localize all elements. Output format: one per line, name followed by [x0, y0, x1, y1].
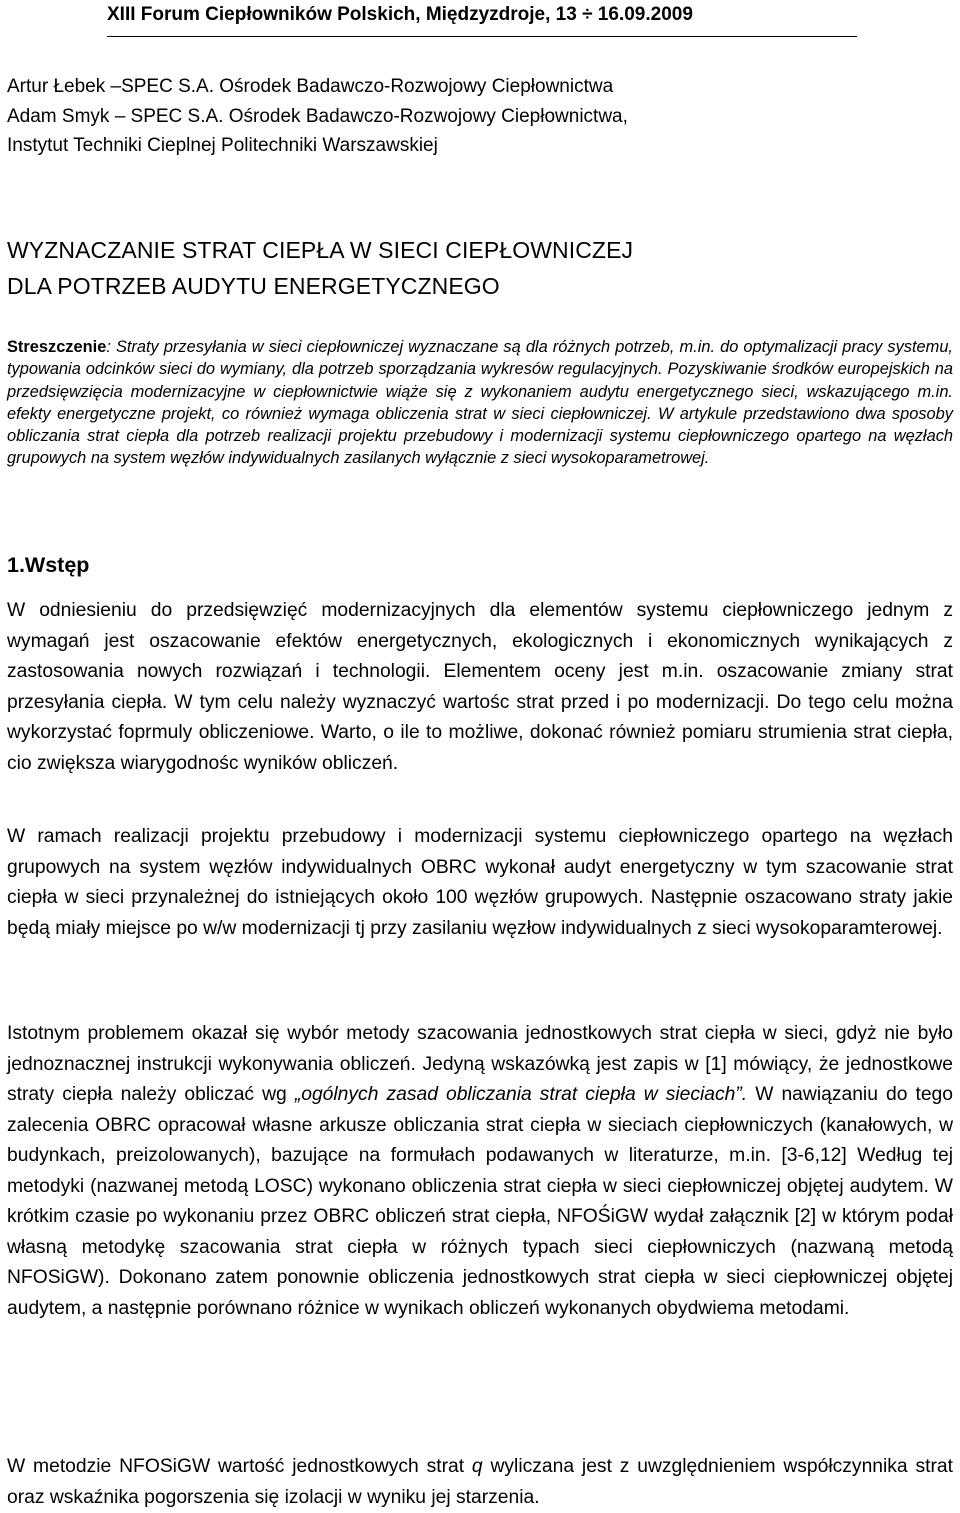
- paragraph-3: [7, 1019, 953, 1324]
- paragraph-3-part-a: Istotnym problemem okazał się wybór metody szacowania jednostkowych strat ciepła w sieci, gdyż nie było jednoznacznej instrukcji wykonywania obliczeń. Jedyną wskazówką jest zapis w [1] mówiący, że jednostkowe straty ciepła należy obliczać wg: [7, 1023, 953, 1105]
- abstract-label: Streszczenie: [7, 338, 107, 356]
- abstract-text: Straty przesyłania w sieci ciepłowniczej wyznaczane są dla różnych potrzeb, m.in. do optymalizacji pracy systemu, typowania odcinków sieci do wymiany, dla potrzeb sporządzania wykresów regulacyjnych. Pozyskiwanie środków europejskich na przedsięwzięcia modernizacyjne w ciepłownictwie wiąże się z wykonaniem audytu energetycznego sieci, wskazującego m.in. efekty energetyczne projekt, co również wymaga obliczenia strat w sieci ciepłowniczej. W artykule przedstawiono dwa sposoby obliczania strat ciepła dla potrzeb realizacji projektu przebudowy i modernizacji systemu ciepłowniczego opartego na węzłach grupowych na system węzłów indywidualnych zasilanych wyłącznie z sieci wysokoparametrowej.: [7, 338, 953, 468]
- paragraph-2: W ramach realizacji projektu przebudowy i modernizacji systemu ciepłowniczego opartego na węzłach grupowych na system węzłów indywidualnych OBRC wykonał audyt energetyczny w tym szacowanie strat ciepła w sieci przynależnej do istniejących około 100 węzłów grupowych. Następnie oszacowano straty jakie będą miały miejsce po w/w modernizacji tj przy zasilaniu węzłow indywidualnych z sieci wysokoparamterowej.: [7, 826, 953, 939]
- author-line-1: Artur Łebek –SPEC S.A. Ośrodek Badawczo-Rozwojowy Ciepłownictwa: [7, 76, 614, 97]
- title-line-2: DLA POTRZEB AUDYTU ENERGETYCZNEGO: [7, 273, 500, 299]
- abstract-colon: :: [106, 338, 111, 356]
- paragraph-4-part-a: W metodzie NFOSiGW wartość jednostkowych strat: [7, 1456, 472, 1477]
- paragraph-3-quote: „ogólnych zasad obliczania strat ciepła w sieciach”.: [294, 1084, 748, 1105]
- author-line-2: Adam Smyk – SPEC S.A. Ośrodek Badawczo-Rozwojowy Ciepłownictwa,: [7, 105, 628, 127]
- author-line-3: Instytut Techniki Cieplnej Politechniki Warszawskiej: [7, 135, 438, 156]
- header-divider: [107, 36, 857, 37]
- paragraph-1: W odniesieniu do przedsięwzięć modernizacyjnych dla elementów systemu ciepłowniczego jednym z wymagań jest oszacowanie efektów energetycznych, ekologicznych i ekonomicznych wynikających z zastosowania nowych rozwiązań i technologii. Elementem oceny jest m.in. oszacowanie zmiany strat przesyłania ciepła. W tym celu należy wyznaczyć wartośc strat przed i po modernizacji. Do tego celu można wykorzystać foprmuly obliczeniowe. Warto, o ile to możliwe, dokonać również pomiaru strumienia strat ciepła, cio zwiększa wiarygodnośc wyników obliczeń.: [7, 600, 953, 774]
- paragraph-4-part-b: wyliczana jest z uwzględnieniem współczynnika strat oraz wskaźnika pogorszenia się izolacji w wyniku jej starzenia.: [7, 1456, 953, 1508]
- section-heading: 1.Wstęp: [7, 553, 90, 577]
- conference-header: XIII Forum Ciepłowników Polskich, Międzyzdroje, 13 ÷ 16.09.2009: [107, 4, 693, 25]
- paragraph-4-symbol-q: q: [471, 1456, 483, 1477]
- authors-block: [7, 72, 628, 161]
- paragraph-4: [7, 1452, 953, 1513]
- title-line-1: WYZNACZANIE STRAT CIEPŁA W SIECI CIEPŁOWNICZEJ: [7, 237, 634, 263]
- abstract: [7, 336, 953, 470]
- paragraph-3-part-b: W nawiązaniu do tego zalecenia OBRC opracował własne arkusze obliczania strat ciepła w sieciach ciepłowniczych (kanałowych, w budynkach, preizolowanych), bazujące na formułach podawanych w literaturze, m.in. [3-6,12] Według tej metodyki (nazwanej metodą LOSC) wykonano obliczenia strat ciepła w sieci ciepłowniczej objętej audytem. W krótkim czasie po wykonaniu przez OBRC obliczeń strat ciepła, NFOŚiGW wydał załącznik [2] w którym podał własną metodykę szacowania strat ciepła w różnych typach sieci ciepłowniczych (nazwaną metodą NFOSiGW). Dokonano zatem ponownie obliczenia jednostkowych strat ciepła w sieci ciepłowniczej objętej audytem, a następnie porównano różnice w wynikach obliczeń wykonanych obydwiema metodami.: [7, 1084, 953, 1319]
- paper-title: [7, 232, 633, 304]
